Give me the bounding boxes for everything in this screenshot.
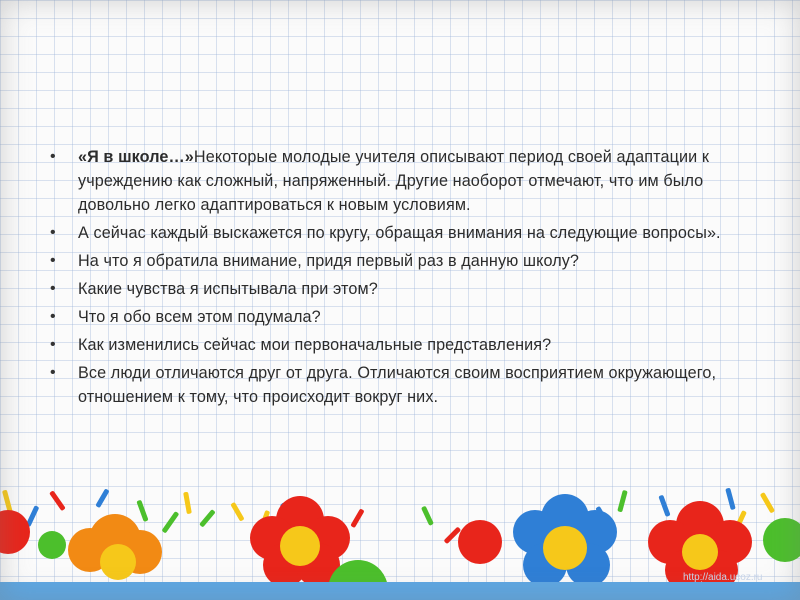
bullet-icon: • <box>50 148 56 165</box>
bullet-text: Как изменились сейчас мои первоначальные представления? <box>78 336 552 354</box>
footer-url[interactable]: http://aida.ucoz.ru <box>683 572 763 583</box>
bullet-bold-text: «Я в школе…» <box>78 148 194 166</box>
flower-decoration <box>0 470 800 600</box>
bullet-item <box>50 305 740 329</box>
bullet-icon: • <box>50 280 56 297</box>
ball-shape <box>763 518 800 562</box>
bullet-icon: • <box>50 364 56 381</box>
flower-shape <box>513 494 617 587</box>
bullet-item <box>50 333 740 357</box>
bullet-item <box>50 277 740 301</box>
bullet-text: Что я обо всем этом подумала? <box>78 308 321 326</box>
flower-shape <box>68 514 162 580</box>
bullet-icon: • <box>50 252 56 269</box>
bullet-icon: • <box>50 336 56 353</box>
bullet-item <box>50 361 740 409</box>
bullet-item <box>50 145 740 217</box>
bullet-item <box>50 221 740 245</box>
ball-shape <box>0 510 30 554</box>
bullet-text: Какие чувства я испытывала при этом? <box>78 280 378 298</box>
bullet-text: На что я обратила внимание, придя первый раз в данную школу? <box>78 252 580 270</box>
ball-shape <box>38 531 66 559</box>
bullet-list <box>50 145 740 409</box>
bullet-text: Все люди отличаются друг от друга. Отличаются своим восприятием окружающего, отношением к тому, что происходит вокруг них. <box>78 364 717 406</box>
slide-content <box>50 145 740 413</box>
bullet-text: А сейчас каждый выскажется по кругу, обращая внимания на следующие вопросы». <box>78 224 721 242</box>
bullet-item <box>50 249 740 273</box>
bullet-text: Некоторые молодые учителя описывают период своей адаптации к учреждению как сложный, напряженный. Другие наоборот отмечают, что им было довольно легко адаптироваться к новым условиям. <box>78 148 710 214</box>
bullet-icon: • <box>50 308 56 325</box>
ground-band <box>0 582 800 600</box>
ball-shape <box>458 520 502 564</box>
bullet-icon: • <box>50 224 56 241</box>
